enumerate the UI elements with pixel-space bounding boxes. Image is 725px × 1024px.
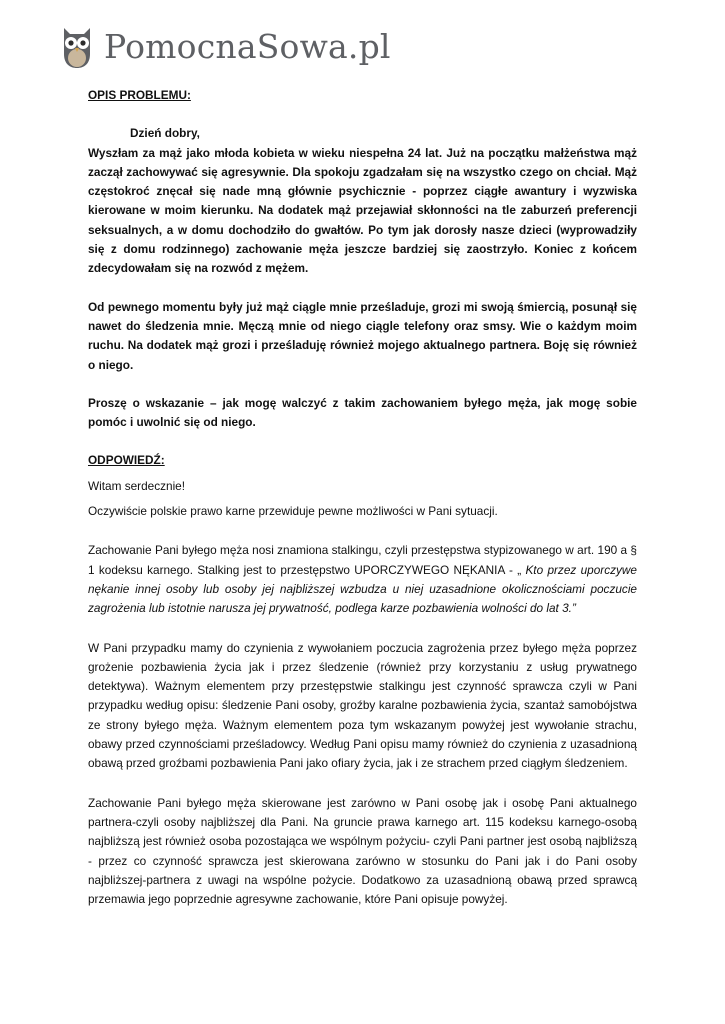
answer-intro: Oczywiście polskie prawo karne przewiduje pewne możliwości w Pani sytuacji. — [88, 504, 498, 519]
owl-icon — [60, 22, 94, 70]
problem-greeting: Dzień dobry, — [130, 126, 200, 141]
answer-legal-quote: Kto przez uporczywe nękanie innej osoby lub osoby jej najbliższej wzbudza u niej uzasadnione okolicznościami poczucie zagrożenia lub istotnie narusza jej prywatność, podlega karze pozbawienia wolności do lat 3.” — [88, 562, 637, 616]
answer-paragraph-1 — [88, 541, 637, 618]
answer-paragraph-2: W Pani przypadku mamy do czynienia z wywołaniem poczucia zagrożenia przez byłego męża poprzez grożenie pozbawienia życia jak i przez śledzenie (również przy korzystaniu z usług prywatnego detektywa). Ważnym elementem przy przestępstwie stalkingu jest czynność sprawcza czyli w Pani przypadku według opisu: śledzenie Pani osoby, groźby karalne pozbawienia życia, szantaż samobójstwa ze strony byłego męża. Ważnym elementem poza tym wskazanym powyżej jest wywołanie strachu, obawy przed czynnościami prześladowcy. Według Pani opisu mamy również do czynienia z uzasadnioną obawą przed groźbami pozbawienia Pani jako ofiary życia, jak i ze strachem przed ciągłym śledzeniem. — [88, 640, 637, 771]
site-brand-name: PomocnaSowa.pl — [104, 26, 391, 66]
site-header — [60, 20, 391, 72]
answer-heading: ODPOWIEDŹ: — [88, 453, 165, 468]
problem-heading: OPIS PROBLEMU: — [88, 88, 191, 102]
answer-paragraph-3: Zachowanie Pani byłego męża skierowane jest zarówno w Pani osobę jak i osobę Pani aktualnego partnera-czyli osoby najbliższej dla Pani. Na gruncie prawa karnego art. 115 kodeksu karnego-osobą najbliższą jest również osoba pozostająca we wspólnym pożyciu- czyli Pani partner jest osobą najbliższą - przez co czynność sprawcza jest skierowana zarówno w stosunku do Pani jak i do Pani osoby najbliższej-partnera z uwagi na wspólne pożycie. Dodatkowo za uzasadnioną obawą przed sprawcą przemawia jego poprzednie agresywne zachowanie, które Pani opisuje powyżej. — [88, 795, 637, 907]
problem-paragraph-2: Od pewnego momentu były już mąż ciągle mnie prześladuje, grozi mi swoją śmiercią, posunął się nawet do śledzenia mnie. Męczą mnie od niego ciągle telefony oraz smsy. Wie o każdym moim ruchu. Na dodatek mąż grozi i prześladuję również mojego aktualnego partnera. Boję się również o niego. — [88, 299, 637, 372]
answer-greeting: Witam serdecznie! — [88, 478, 186, 493]
problem-paragraph-3: Proszę o wskazanie – jak mogę walczyć z takim zachowaniem byłego męża, jak mogę sobie pomóc i uwolnić się od niego. — [88, 395, 637, 430]
problem-paragraph-1: Wyszłam za mąż jako młoda kobieta w wieku niespełna 24 lat. Już na początku małżeństwa mąż zaczął zachowywać się agresywnie. Dla spokoju zgadzałam się na wszystko czego on chciał. Mąż częstokroć znęcał się nade mną głównie psychicznie - poprzez ciągłe awantury i wyzwiska kierowane w moim kierunku. Na dodatek mąż przejawiał skłonności na tle zaburzeń preferencji seksualnych, a w domu dochodziło do gwałtów. Po tym jak dorosły nasze dzieci (wyprowadziły się z domu rodzinnego) zachowanie męża jeszcze bardziej się zaostrzyło. Koniec z końcem zdecydowałam się na rozwód z mężem. — [88, 145, 637, 276]
article-content — [88, 86, 637, 909]
answer-paragraph-1-text: Zachowanie Pani byłego męża nosi znamiona stalkingu, czyli przestępstwa stypizowanego w art. 190 a § 1 kodeksu karnego. Stalking jest to przestępstwo UPORCZYWEGO NĘKANIA - „ — [88, 543, 637, 577]
